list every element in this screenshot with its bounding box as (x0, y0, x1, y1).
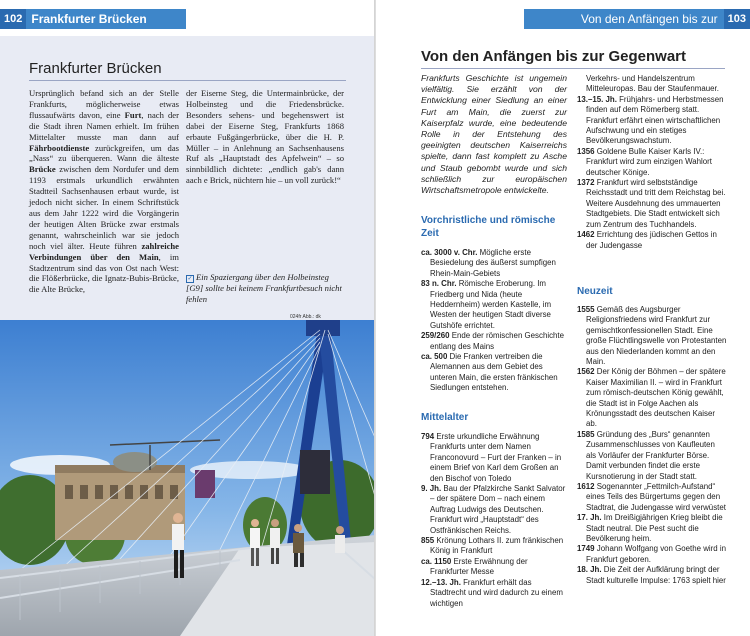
timeline-text: Der König der Böhmen – der spätere Kaiser Maximilian II. – wird in Frankfurt zum römisch-deutschen König gewählt, die Stadt ist in Folge Aachen als Krönungsstadt des deutschen Kaiser ab. (586, 367, 726, 429)
timeline-date: 1585 (577, 429, 595, 439)
timeline-entry (421, 484, 567, 536)
box-column-1 (29, 88, 179, 295)
timeline-entry (577, 482, 727, 513)
timeline-text: Frankfurt wird selbstständige Reichsstadt und tritt dem Reichstag bei. Weitere Ausdehnung des ummauerten Stadtgebiets. Die Stadt entwickelt sich zum Zentrum des Tuchhandels. (586, 178, 726, 229)
box-column-2: der Eiserne Steg, die Untermainbrücke, der Holbeinsteg und die Friedensbrücke. Besonders sehens- und begehenswert ist dabei der Eiserne Steg, Frankfurts 1868 erbaute Fußgängerbrücke, über die H. P. Müller – in Anlehnung an Sachsenhausens Ruf als „Hauptstadt des Apfelwein“ – so sinnbildlich dichtete: „endlich gab's dann aach e Brick, nüchtern hie – un voll zurück!“ (186, 88, 344, 186)
timeline-entry (421, 578, 567, 609)
timeline-date: 12.–13. Jh. (421, 577, 461, 587)
timeline-date: 13.–15. Jh. (577, 94, 617, 104)
timeline-text: Erste urkundliche Erwähnung Frankfurts unter dem Namen Franconovurd – Furt der Franken – in einem Brief von Karl dem Großen an den Bischof von Toledo (430, 432, 562, 483)
timeline-entry (577, 74, 727, 95)
timeline-entry (421, 331, 567, 352)
timeline-text: Gründung des „Burs“ genannten Zusammenschlusses von Kaufleuten als Vorläufer der Frankfurter Börse. Damit verbunden findet die erste Kursnotierung in der Stadt statt. (586, 429, 715, 481)
timeline-date: 1372 (577, 178, 595, 188)
timeline-date: 1612 (577, 481, 595, 491)
text-run: zwischen dem Nordufer und dem 1193 erstmals urkundlich erwähnten Stadtteil Sachsenhausen erbaut wurde, ist jedoch nicht sicher. In einem Schriftstück aus dem Jahr 1222 wird die Vorgängerin der heutigen Alten Brücke zwar erstmals genannt, wahrscheinlich war sie jedoch noch viel älter. Heute führen (29, 164, 179, 251)
tip-checkbox-icon: ✓ (187, 276, 193, 282)
timeline-date: 794 (421, 432, 435, 441)
timeline-entry (421, 352, 567, 394)
timeline-text: Erste Erwähnung der Frankfurter Messe (430, 556, 528, 577)
timeline-entry (577, 513, 727, 544)
timeline-text: Ende der römischen Geschichte entlang des Mains (430, 331, 565, 351)
timeline-text: Errichtung des jüdischen Gettos in der Judengasse (586, 230, 717, 250)
bold-term: Brücke (29, 164, 56, 175)
tip-text: Ein Spaziergang über den Holbeinsteg [G9] sollte bei keinem Frankfurtbesuch nicht fehlen (186, 272, 342, 304)
timeline-date: 1462 (577, 230, 595, 240)
timeline-entry (421, 248, 567, 279)
timeline-entry (421, 557, 567, 578)
timeline-entry (577, 230, 727, 251)
bold-term: Fährbootdienste (29, 142, 90, 153)
timeline-entry (577, 367, 727, 429)
box-title: Frankfurter Brücken (29, 60, 162, 77)
timeline-date: 1562 (577, 367, 595, 377)
timeline-date: ca. 3000 v. Chr. (421, 248, 478, 257)
tip-note (186, 272, 344, 305)
text-run: zurückgreifen, um das „Nass“ zu überqueren. Wann die älteste (29, 142, 179, 164)
text-run: , nach der die Stadt ihren Namen erhielt. Im frühen Mittelalter musste man dann auf (29, 109, 179, 142)
timeline-text: Gemäß des Augsburger Religionsfriedens wird Frankfurt zur gemischtkonfessionellen Stadt. Eine große Flüchtlingswelle von Protestanten aus den Niederlanden kommt an den Main. (586, 305, 727, 367)
timeline-entry (577, 147, 727, 178)
timeline-text: Sogenannter „Fettmilch-Aufstand“ eines Teils des Bürgertums gegen den Stadtrat, die Judengasse wird verwüstet (586, 481, 726, 512)
chapter-title: Von den Anfängen bis zur Gegenwart (421, 48, 687, 65)
photo-credit: 024fr Abb.: dk (290, 314, 321, 320)
left-running-header (0, 9, 186, 29)
holbeinsteg-illustration (0, 320, 376, 636)
timeline-entry (577, 178, 727, 230)
timeline-date: 855 (421, 536, 435, 546)
timeline-entry (577, 565, 727, 586)
bridge-photo (0, 320, 376, 636)
text-run: , im Stadtzentrum sind das von Ost nach West: die Flößerbrücke, die Ignatz-Bubis-Brücke, die Alte Brücke, (29, 251, 179, 295)
chapter-title-rule (421, 68, 725, 69)
timeline-date: 83 n. Chr. (421, 279, 457, 289)
timeline-date: 259/260 (421, 331, 450, 341)
timeline-text: Frankfurt erhält das Stadtrecht und wird dadurch zu einem wichtigen (430, 577, 563, 608)
timeline-text: Bau der Pfalzkirche Sankt Salvator – der spätere Dom – nach einem Auftrag Ludwigs des Deutschen. Frankfurt wird „Hauptstadt“ des Ostfränkischen Reichs. (430, 484, 566, 535)
timeline-date: 1356 (577, 146, 595, 156)
timeline-entry (577, 430, 727, 482)
section-heading-neuzeit: Neuzeit (577, 286, 613, 297)
timeline-text: Krönung Lothars II. zum fränkischen König in Frankfurt (430, 536, 564, 556)
timeline-entry (577, 544, 727, 565)
timeline-text: Verkehrs- und Handelszentrum Mitteleuropas. Bau der Staufenmauer. (586, 74, 719, 94)
timeline-text: Goldene Bulle Kaiser Karls IV.: Frankfurt wird zum einzigen Wahlort deutscher Könige. (586, 146, 712, 177)
timeline-date: 1749 (577, 544, 595, 554)
timeline-text: Johann Wolfgang von Goethe wird in Frankfurt geboren. (586, 544, 727, 564)
chapter-intro: Frankfurts Geschichte ist ungemein vielfältig. Sie erzählt von der Entwicklung einer Siedlung an einer Furt am Main, die zuerst zur Kaiserpfalz wurde, eine bedeutende Rolle in der Entstehung des geeinigten deutschen Kaiserreichs spielte, dann fast komplett zu Asche und Staub gebombt wurde und sich schließlich zur europäischen Wirtschaftsmetropole entwickelte. (421, 73, 567, 196)
timeline-neuzeit (577, 305, 727, 586)
timeline-date: 9. Jh. (421, 484, 442, 494)
timeline-text: Die Zeit der Aufklärung bringt der Stadt kulturelle Impulse: 1763 spielt hier (586, 565, 726, 585)
right-running-header (524, 9, 750, 46)
timeline-entry (421, 432, 567, 484)
timeline-mittelalter (421, 432, 567, 609)
timeline-entry (577, 305, 727, 367)
timeline-date: 17. Jh. (577, 513, 602, 523)
section-heading-vorchristliche: Vorchristliche und römische Zeit (421, 215, 556, 239)
timeline-text: Mögliche erste Besiedelung des äußerst sumpfigen Rhein-Main-Gebiets (430, 248, 556, 278)
timeline-date: ca. 500 (421, 352, 448, 362)
timeline-col2-top (577, 74, 727, 251)
right-page-number: 103 (724, 9, 750, 29)
timeline-entry (421, 536, 567, 557)
left-header-title: Frankfurter Brücken (26, 9, 186, 29)
timeline-text: Die Franken vertreiben die Alemannen aus dem Gebiet des unteren Main, die ersten fränkischen Siedlungen entstehen. (430, 352, 558, 393)
bold-term: Furt (124, 109, 142, 120)
timeline-date: ca. 1150 (421, 556, 452, 566)
bold-term: zahlreiche Verbindungen über den Main (29, 240, 179, 262)
timeline-entry (577, 95, 727, 147)
timeline-date: 18. Jh. (577, 565, 602, 575)
timeline-text: Frühjahrs- und Herbstmessen finden auf dem Römerberg statt. Frankfurt erfährt einen wirtschaftlichen Aufschwung und ein stetiges Bevölkerungswachstum. (586, 94, 724, 146)
timeline-date: 1555 (577, 305, 595, 314)
left-page-number: 102 (0, 9, 26, 29)
timeline-text: Im Dreißigjährigen Krieg bleibt die Stadt neutral. Die Pest sucht die Bevölkerung heim. (586, 513, 723, 543)
timeline-vorchristliche (421, 248, 567, 394)
timeline-entry (421, 279, 567, 331)
timeline-text: Römische Eroberung. Im Friedberg und Nida (heute Heddernheim) werden Kastelle, im Westen der heutigen Stadt diverse Gutshöfe errichtet. (430, 279, 552, 330)
right-header-title: Von den Anfängen bis zur Gegenwart (524, 9, 724, 29)
section-heading-mittelalter: Mittelalter (421, 412, 469, 423)
text-run: Ursprünglich befand sich an der Stelle Frankfurts, möglicherweise etwas flussaufwärts davon, eine (29, 88, 179, 120)
box-title-rule (29, 80, 346, 81)
